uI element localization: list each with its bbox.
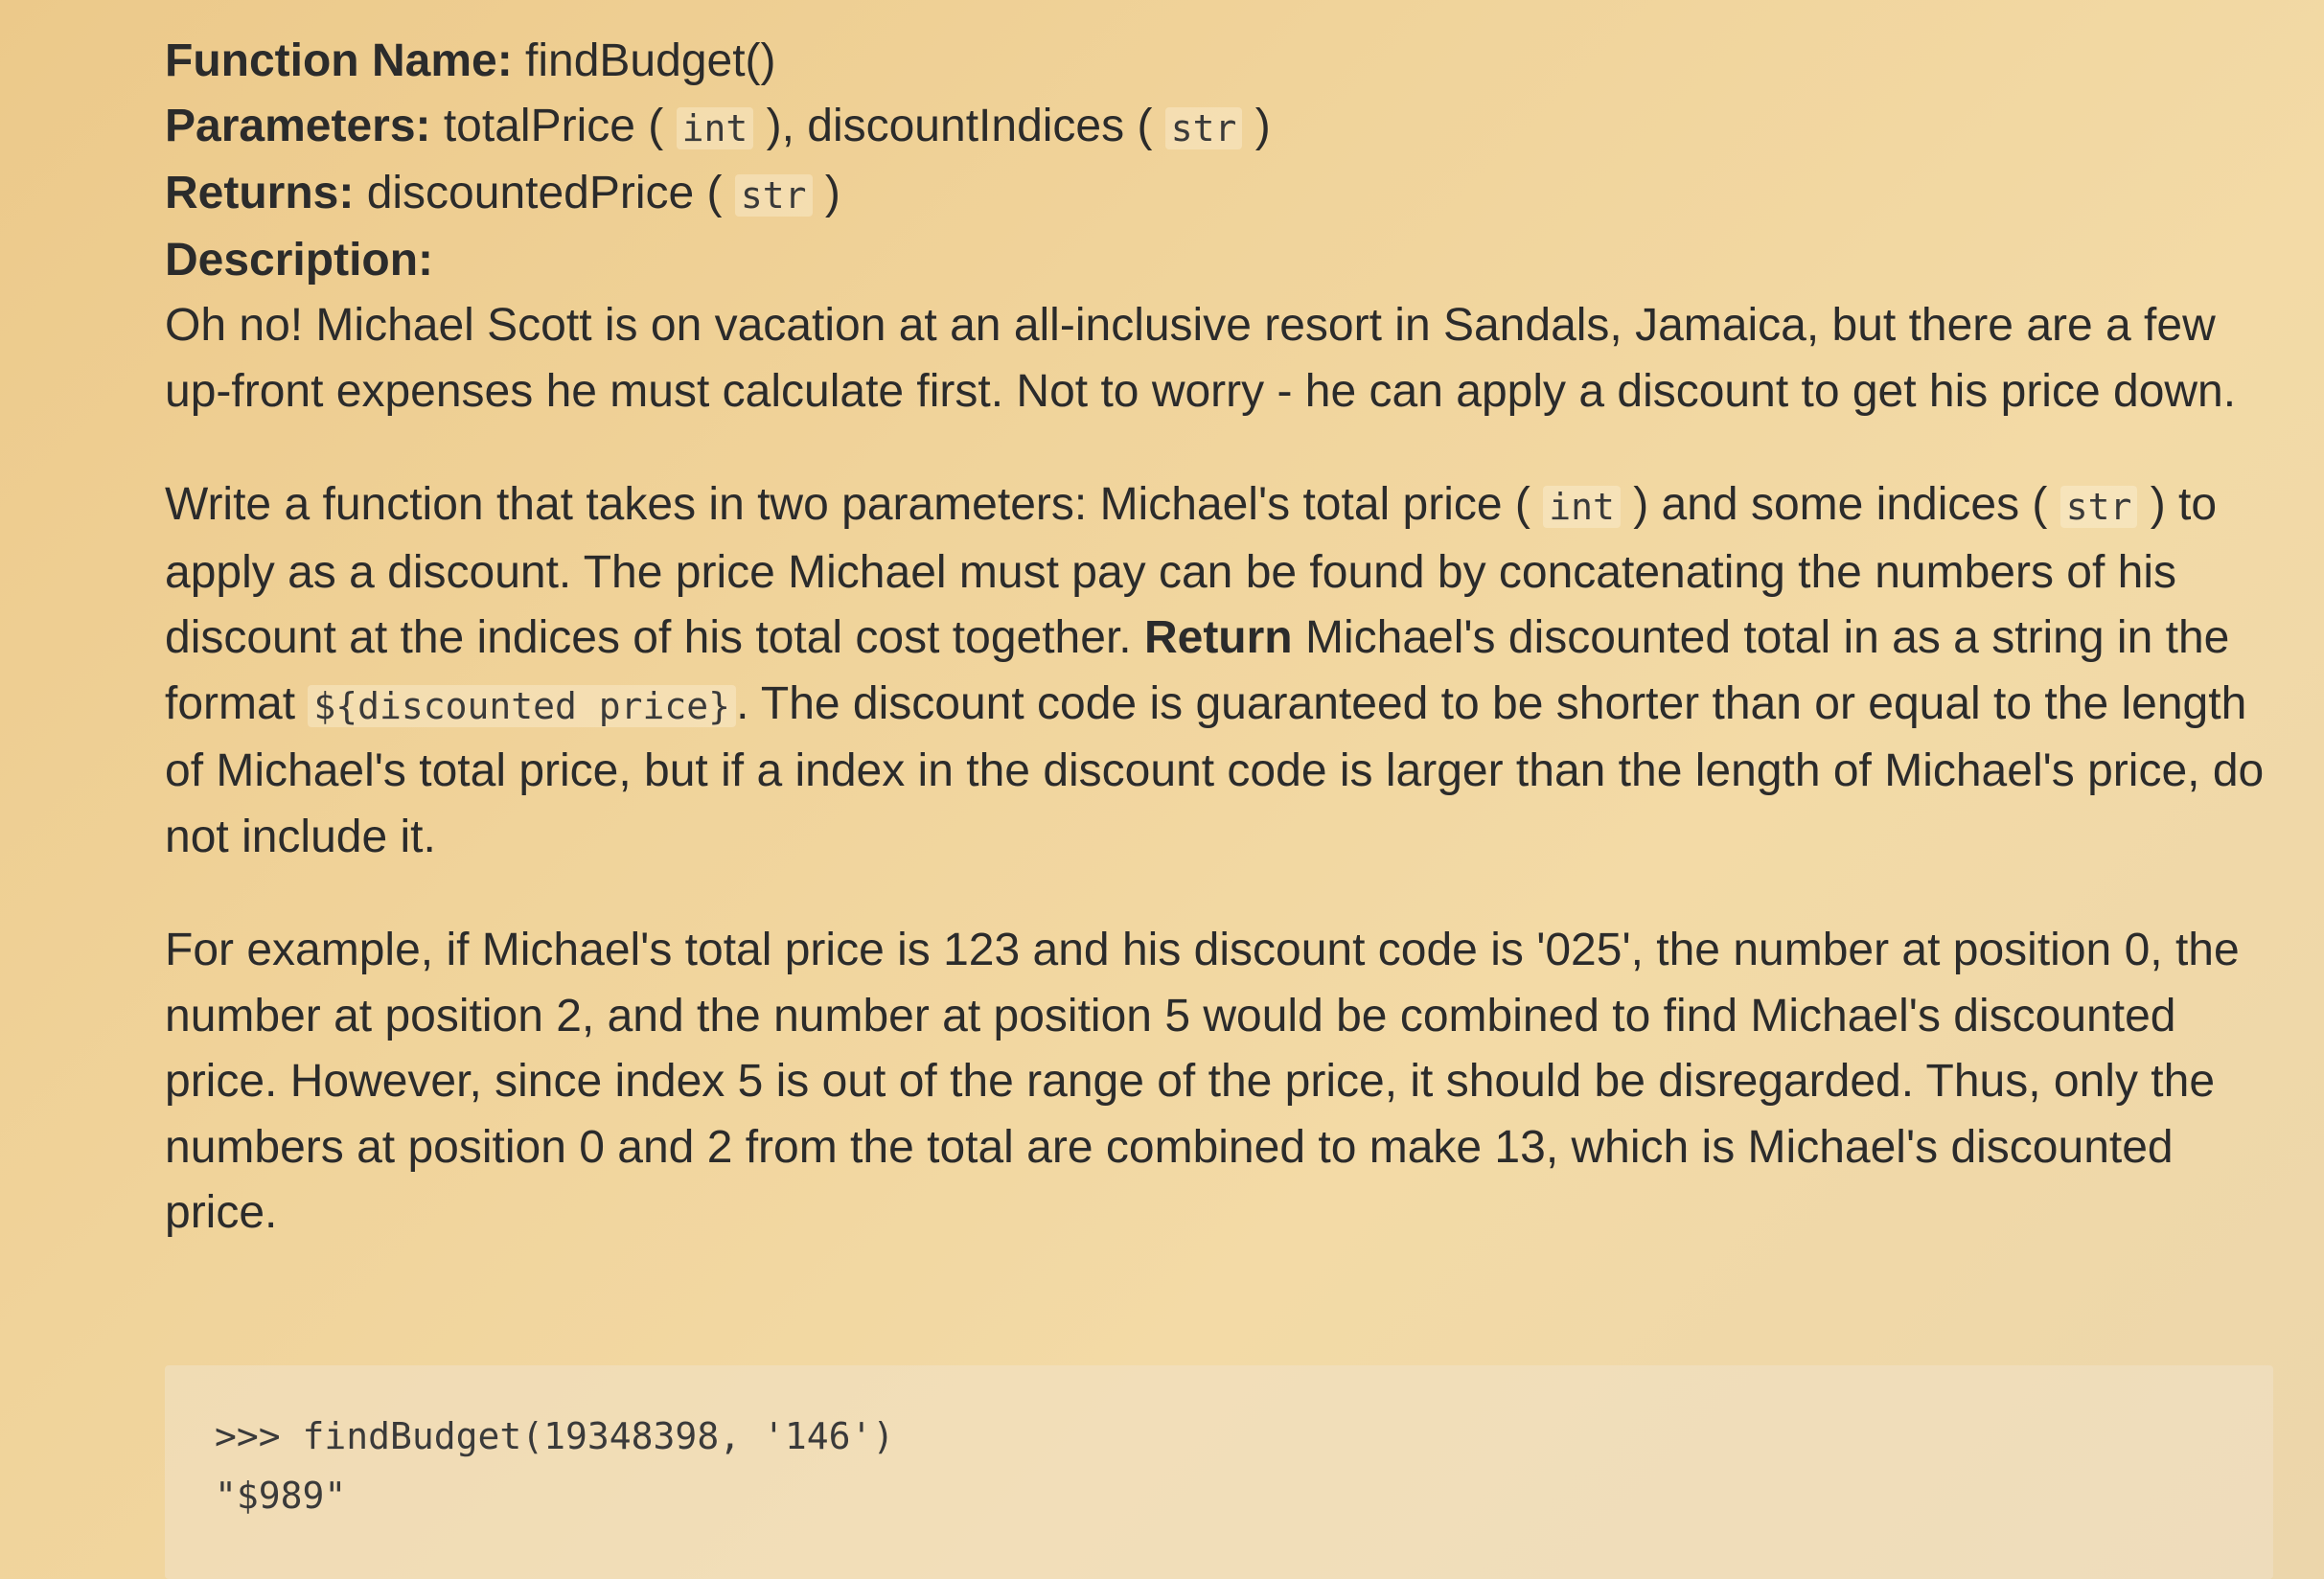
function-name-line [165,29,2273,94]
param1-type: int [677,107,754,149]
p2-bold-return: Return [1143,612,1293,663]
param1-name: totalPrice ( [443,101,664,151]
p2-text-c: ) to apply as a discount. The price Michael must pay can be found by concatenating the numbers of his discount at the indices of his total cost together. [165,479,2218,663]
p2-code-int: int [1543,486,1621,528]
parameters-label: Parameters: [165,101,431,151]
problem-description [165,29,2273,1247]
description-paragraph-1: Oh no! Michael Scott is on vacation at an all-inclusive resort in Sandals, Jamaica, but there are a few up-front expenses he must calculate first. Not to worry - he can apply a discount to get his price down. [165,300,2237,417]
description-paragraph-2 [165,472,2273,870]
param2-close: ) [1254,101,1271,151]
p2-text-e: . The discount code is guaranteed to be shorter than or equal to the length of Michael's total price, but if a index in the discount code is larger than the length of Michael's price, do not include it. [165,677,2265,862]
param2-name: discountIndices ( [807,101,1153,151]
returns-label: Returns: [165,168,355,218]
description-heading [165,228,2273,293]
parameters-line [165,94,2273,161]
function-name-label: Function Name: [165,35,513,86]
returns-type: str [735,174,813,217]
returns-line [165,161,2273,228]
function-name-value: findBudget() [525,35,776,86]
example-output-line: "$989" [215,1475,347,1517]
description-label: Description: [165,235,434,286]
p2-text-b: ) and some indices ( [1633,479,2048,530]
description-paragraph-3: For example, if Michael's total price is 123 and his discount code is '025', the number at position 0, the number at position 2, and the number at position 5 would be combined to find Michael's discounted price. However, since index 5 is out of the range of the price, it should be disregarded. Thus, only the numbers at position 0 and 2 from the total are combined to make 13, which is Michael's discounted price. [165,925,2240,1238]
returns-name: discountedPrice ( [366,168,723,218]
example-input-line: >>> findBudget(19348398, '146') [215,1415,895,1457]
example-code-block [165,1365,2273,1579]
returns-close: ) [824,168,840,218]
p2-code-format: ${discounted price} [308,685,736,727]
p2-text-d: Michael's discounted total in as a string in the format [165,612,2230,729]
param1-close: ), [766,101,794,151]
p2-text-a: Write a function that takes in two parameters: Michael's total price ( [165,479,1530,530]
param2-type: str [1165,107,1243,149]
p2-code-str: str [2060,486,2138,528]
